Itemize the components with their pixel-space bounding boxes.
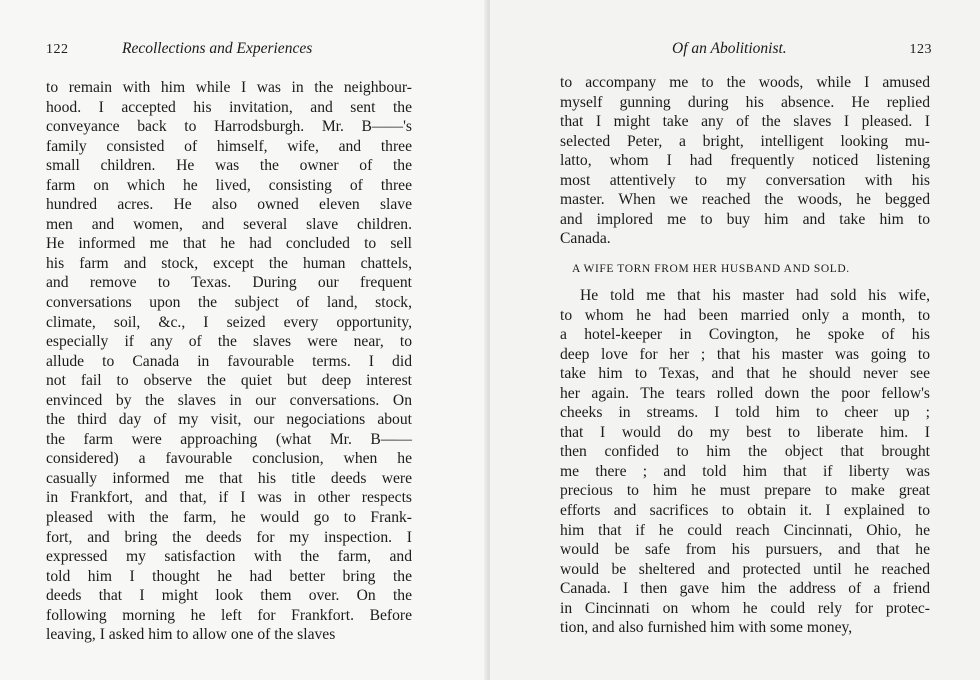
text-line: hundred acres. He also owned eleven slave <box>46 196 412 214</box>
right-page <box>490 0 980 680</box>
right-body-text-bottom <box>560 286 930 638</box>
text-line: following morning he left for Frankfort. Before <box>46 606 412 624</box>
right-page-number: 123 <box>909 42 932 57</box>
text-line: selected Peter, a bright, intelligent looking mu- <box>560 132 930 150</box>
right-running-head <box>560 40 932 64</box>
text-line: hood. I accepted his invitation, and sent the <box>46 98 412 116</box>
text-line: farm on which he lived, consisting of three <box>46 176 412 194</box>
text-line: then confided to him the object that brought <box>560 443 930 461</box>
text-line: deep love for her ; that his master was going to <box>560 345 930 363</box>
text-line: in Cincinnati on whom he could rely for protec- <box>560 599 930 617</box>
right-running-title: Of an Abolitionist. <box>672 40 787 57</box>
text-line: and implored me to buy him and take him to <box>560 210 930 228</box>
text-line: expressed my satisfaction with the farm, and <box>46 548 412 566</box>
text-line: a hotel-keeper in Covington, he spoke of his <box>560 326 930 344</box>
text-line: leaving, I asked him to allow one of the slaves <box>46 626 336 644</box>
text-line: men and women, and several slave children. <box>46 215 412 233</box>
text-line: Canada. I then gave him the address of a friend <box>560 580 930 598</box>
text-line: tion, and also furnished him with some money, <box>560 619 853 637</box>
text-line: me there ; and told him that if liberty was <box>560 462 930 480</box>
text-line: deeds that I might look them over. On the <box>46 587 412 605</box>
text-line: especially if any of the slaves were near, to <box>46 333 412 351</box>
text-line: and remove to Texas. During our frequent <box>46 274 412 292</box>
text-line: envinced by the slaves in our conversations. On <box>46 391 412 409</box>
text-line: small children. He was the owner of the <box>46 157 412 175</box>
section-heading: A WIFE TORN FROM HER HUSBAND AND SOLD. <box>572 263 850 275</box>
text-line: the farm were approaching (what Mr. B—— <box>46 430 412 448</box>
text-line: most attentively to my conversation with his <box>560 171 930 189</box>
text-line: her again. The tears rolled down the poor fellow's <box>560 384 930 402</box>
text-line: pleased with the farm, he would go to Frank- <box>46 509 412 527</box>
text-line: allude to Canada in favourable terms. I did <box>46 352 412 370</box>
text-line: He informed me that he had concluded to sell <box>46 235 412 253</box>
text-line: considered) a favourable conclusion, when he <box>46 450 412 468</box>
text-line: that I would do my best to liberate him. I <box>560 423 930 441</box>
left-page-number: 122 <box>46 42 69 57</box>
text-line: would be sheltered and protected until he reached <box>560 560 930 578</box>
text-line: conversations upon the subject of land, stock, <box>46 294 412 312</box>
text-line: that I might take any of the slaves I pleased. I <box>560 113 930 131</box>
text-line: casually informed me that his title deeds were <box>46 469 412 487</box>
text-line: would be safe from his pursuers, and that he <box>560 541 930 559</box>
text-line: Canada. <box>560 230 611 248</box>
text-line: efforts and sacrifices to obtain it. I explained to <box>560 502 930 520</box>
text-line: take him to Texas, and that he should never see <box>560 365 930 383</box>
text-line: family consisted of himself, wife, and three <box>46 137 412 155</box>
text-line: climate, soil, &c., I seized every opportunity, <box>46 313 412 331</box>
text-line: not fail to observe the quiet but deep interest <box>46 372 412 390</box>
text-line: myself gunning during his absence. He replied <box>560 93 930 111</box>
text-line: to accompany me to the woods, while I amused <box>560 74 930 91</box>
text-line: fort, and bring the deeds for my inspection. I <box>46 528 412 546</box>
left-running-title: Recollections and Experiences <box>122 40 313 57</box>
text-line: him that if he could reach Cincinnati, Ohio, he <box>560 521 930 539</box>
text-line: the third day of my visit, our negociations about <box>46 411 412 429</box>
text-line: precious to him he must prepare to make great <box>560 482 930 500</box>
text-line: to remain with him while I was in the neighbour- <box>46 79 412 96</box>
text-line: told him I thought he had better bring the <box>46 567 412 585</box>
left-page <box>0 0 488 680</box>
left-body-text <box>46 78 412 645</box>
text-line: He told me that his master had sold his wife, <box>580 287 930 304</box>
text-line: cheeks in streams. I told him to cheer up ; <box>560 404 930 422</box>
text-line: his farm and stock, except the human chattels, <box>46 254 412 272</box>
right-body-text-top <box>560 73 930 249</box>
text-line: master. When we reached the woods, he begged <box>560 191 930 209</box>
text-line: in Frankfort, and that, if I was in other respects <box>46 489 412 507</box>
left-running-head <box>46 40 432 64</box>
text-line: to whom he had been married only a month, to <box>560 306 930 324</box>
text-line: latto, whom I had frequently noticed listening <box>560 152 930 170</box>
text-line: conveyance back to Harrodsburgh. Mr. B——'s <box>46 118 412 136</box>
